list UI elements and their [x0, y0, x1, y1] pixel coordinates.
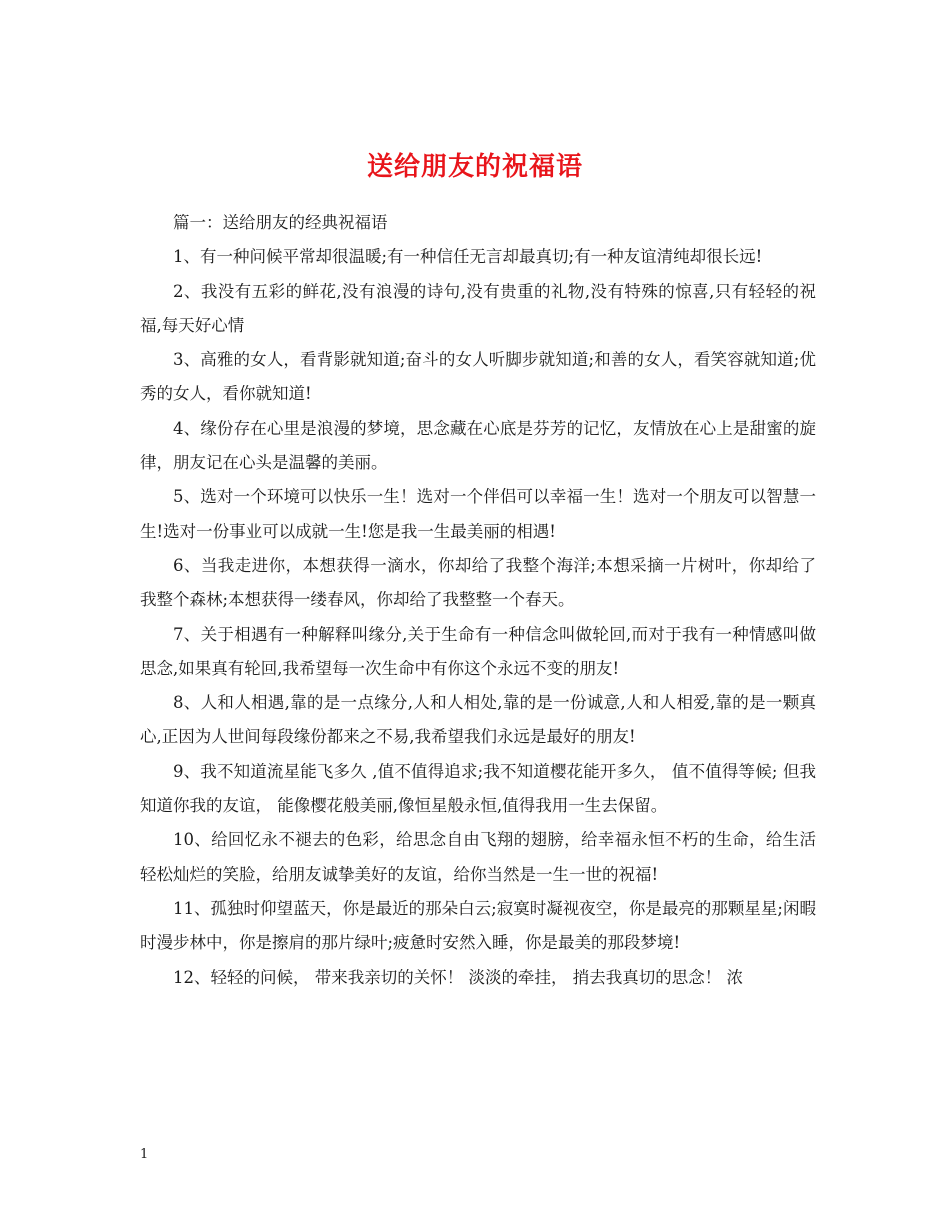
paragraph-3: 3、高雅的女人，看背影就知道;奋斗的女人听脚步就知道;和善的女人，看笑容就知道;优秀的女人，看你就知道!	[140, 350, 816, 404]
paragraph-2: 2、我没有五彩的鲜花,没有浪漫的诗句,没有贵重的礼物,没有特殊的惊喜,只有轻轻的祝福,每天好心情	[140, 281, 816, 335]
paragraph-5: 5、选对一个环境可以快乐一生！选对一个伴侣可以幸福一生！选对一个朋友可以智慧一生!选对一份事业可以成就一生!您是我一生最美丽的相遇!	[140, 487, 816, 541]
paragraph-7: 7、关于相遇有一种解释叫缘分,关于生命有一种信念叫做轮回,而对于我有一种情感叫做思念,如果真有轮回,我希望每一次生命中有你这个永远不变的朋友!	[140, 624, 816, 678]
paragraph-12: 12、轻轻的问候， 带来我亲切的关怀！ 淡淡的牵挂， 捎去我真切的思念！ 浓	[173, 967, 743, 987]
paragraph-10: 10、给回忆永不褪去的色彩，给思念自由飞翔的翅膀，给幸福永恒不朽的生命，给生活轻松灿烂的笑脸，给朋友诚挚美好的友谊，给你当然是一生一世的祝福!	[140, 830, 816, 884]
paragraph-4: 4、缘份存在心里是浪漫的梦境，思念藏在心底是芬芳的记忆，友情放在心上是甜蜜的旋律，朋友记在心头是温馨的美丽。	[140, 418, 816, 473]
document-body	[140, 206, 816, 995]
document-title: 送给朋友的祝福语	[366, 152, 583, 183]
page-number: 1	[140, 1147, 149, 1162]
section-heading: 篇一：送给朋友的经典祝福语	[173, 213, 388, 232]
paragraph-6: 6、当我走进你，本想获得一滴水，你却给了我整个海洋;本想采摘一片树叶，你却给了我整个森林;本想获得一缕春风，你却给了我整整一个春天。	[140, 555, 816, 610]
paragraph-11: 11、孤独时仰望蓝天，你是最近的那朵白云;寂寞时凝视夜空，你是最亮的那颗星星;闲暇时漫步林中，你是擦肩的那片绿叶;疲惫时安然入睡，你是最美的那段梦境!	[140, 898, 816, 953]
paragraph-9: 9、我不知道流星能飞多久 ,值不值得追求;我不知道樱花能开多久， 值不值得等候; 但我知道你我的友谊， 能像樱花般美丽,像恒星般永恒,值得我用一生去保留。	[140, 761, 816, 816]
paragraph-8: 8、人和人相遇,靠的是一点缘分,人和人相处,靠的是一份诚意,人和人相爱,靠的是一颗真心,正因为人世间每段缘份都来之不易,我希望我们永远是最好的朋友!	[140, 693, 816, 747]
paragraph-1: 1、有一种问候平常却很温暖;有一种信任无言却最真切;有一种友谊清纯却很长远!	[173, 247, 763, 267]
